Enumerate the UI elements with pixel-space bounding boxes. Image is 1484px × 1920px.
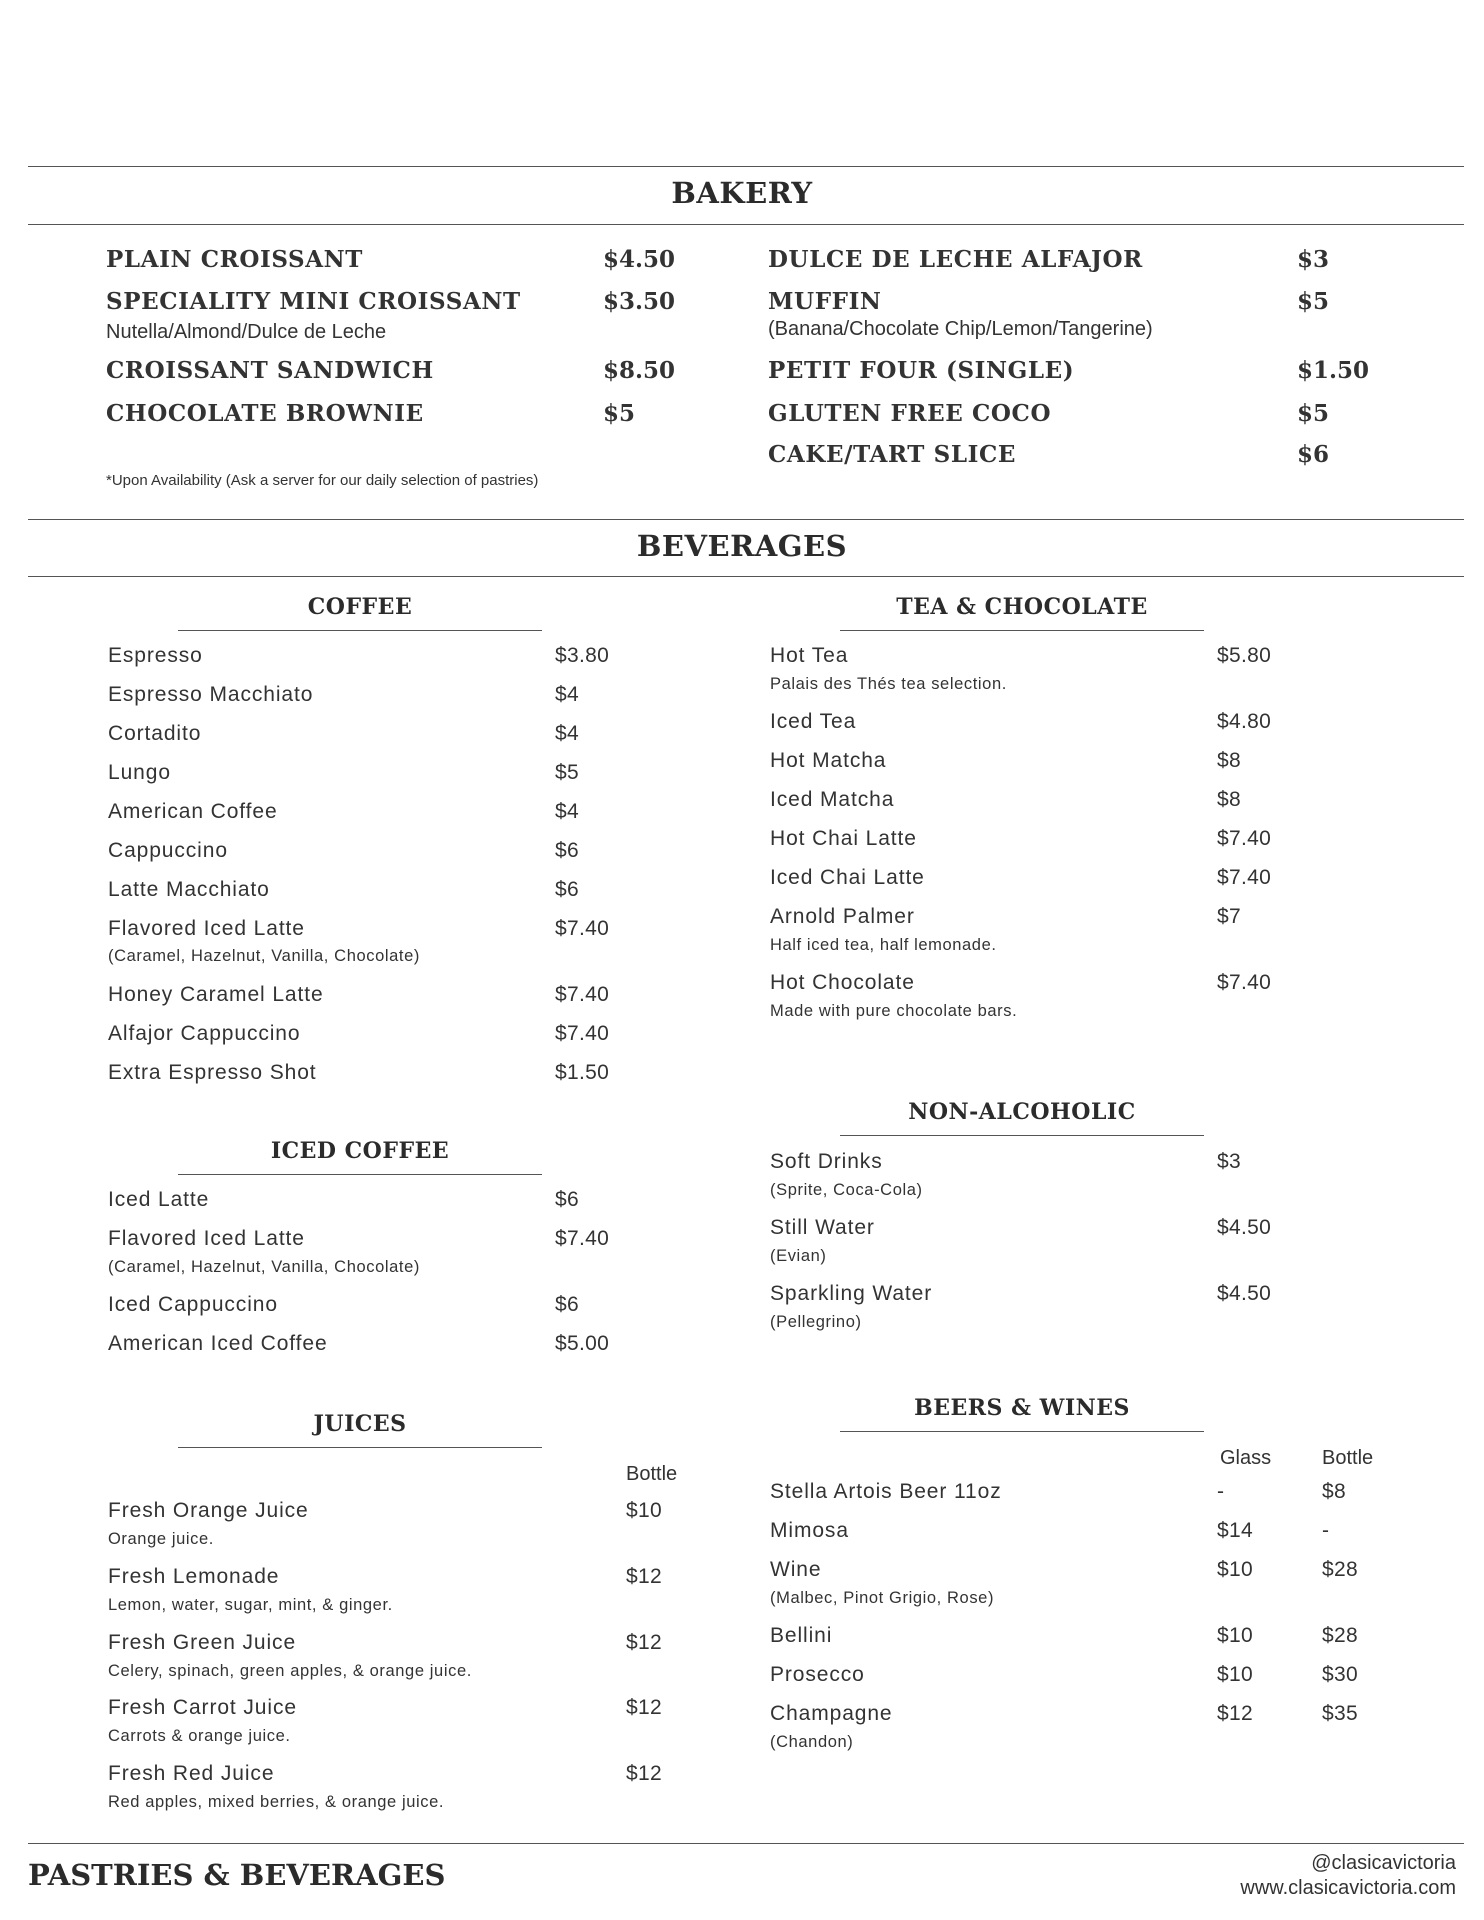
menu-item-price: $12: [626, 1696, 662, 1719]
menu-item-desc: Half iced tea, half lemonade.: [770, 936, 997, 954]
glass-price: $10: [1217, 1624, 1253, 1647]
glass-price: -: [1217, 1480, 1225, 1503]
beers-wines-title: BEERS & WINES: [914, 1395, 1130, 1421]
menu-item-name: Hot Tea: [770, 644, 849, 667]
menu-item-desc: (Sprite, Coca-Cola): [770, 1181, 923, 1199]
bakery-note: *Upon Availability (Ask a server for our daily selection of pastries): [106, 472, 539, 489]
menu-item-desc: (Chandon): [770, 1733, 854, 1751]
menu-item-price: $6: [555, 1293, 579, 1316]
menu-item-price: $7.40: [1217, 827, 1272, 850]
menu-item-desc: Palais des Thés tea selection.: [770, 675, 1007, 693]
menu-item-price: $12: [626, 1565, 662, 1588]
bakery-item-price: $6: [1297, 441, 1330, 468]
glass-price: $14: [1217, 1519, 1253, 1542]
menu-item-name: Bellini: [770, 1624, 833, 1647]
menu-item-price: $5.00: [555, 1332, 610, 1355]
juices-title: JUICES: [313, 1411, 407, 1437]
menu-item-name: Fresh Orange Juice: [108, 1499, 309, 1522]
menu-item-desc: Lemon, water, sugar, mint, & ginger.: [108, 1596, 393, 1614]
bottle-price: $8: [1322, 1480, 1346, 1503]
tea-chocolate-title: TEA & CHOCOLATE: [896, 594, 1148, 620]
menu-item-desc: Carrots & orange juice.: [108, 1727, 291, 1745]
menu-item-price: $7.40: [555, 983, 610, 1006]
menu-item-price: $4.80: [1217, 710, 1272, 733]
menu-item-price: $7.40: [1217, 866, 1272, 889]
bakery-item-price: $3: [1297, 246, 1330, 273]
menu-item-name: Iced Chai Latte: [770, 866, 925, 889]
menu-item-desc: (Caramel, Hazelnut, Vanilla, Chocolate): [108, 947, 420, 965]
menu-item-name: Cortadito: [108, 722, 202, 745]
menu-item-name: Flavored Iced Latte: [108, 1227, 305, 1250]
menu-item-name: Iced Latte: [108, 1188, 210, 1211]
non-alcoholic-title-rule: [840, 1135, 1204, 1136]
menu-item-price: $3: [1217, 1150, 1241, 1173]
menu-item-name: Iced Tea: [770, 710, 857, 733]
menu-item-price: $12: [626, 1631, 662, 1654]
menu-item-name: Sparkling Water: [770, 1282, 933, 1305]
menu-item-price: $4.50: [1217, 1282, 1272, 1305]
menu-item-price: $10: [626, 1499, 662, 1522]
bakery-item-price: $5: [1297, 400, 1330, 427]
menu-item-desc: Made with pure chocolate bars.: [770, 1002, 1018, 1020]
menu-item-name: Flavored Iced Latte: [108, 917, 305, 940]
menu-item-price: $7.40: [1217, 971, 1272, 994]
beverages-title: BEVERAGES: [636, 529, 848, 563]
beverages-top-rule: [28, 519, 1464, 520]
beers-wines-title-rule: [840, 1431, 1204, 1432]
bakery-title-rule: [28, 224, 1464, 225]
menu-item-name: Lungo: [108, 761, 171, 784]
menu-item-name: Fresh Lemonade: [108, 1565, 280, 1588]
menu-item-name: Latte Macchiato: [108, 878, 270, 901]
menu-item-name: Fresh Red Juice: [108, 1762, 275, 1785]
glass-header: Glass: [1220, 1447, 1272, 1469]
bottle-header: Bottle: [1322, 1447, 1374, 1469]
glass-price: $10: [1217, 1663, 1253, 1686]
bakery-item-price: $1.50: [1297, 357, 1370, 384]
iced-coffee-title-rule: [178, 1174, 542, 1175]
menu-item-price: $7: [1217, 905, 1241, 928]
bakery-item-desc: (Banana/Chocolate Chip/Lemon/Tangerine): [768, 318, 1153, 340]
menu-item-name: Extra Espresso Shot: [108, 1061, 317, 1084]
bottle-price: $30: [1322, 1663, 1358, 1686]
menu-item-price: $1.50: [555, 1061, 610, 1084]
menu-item-name: Hot Chai Latte: [770, 827, 917, 850]
non-alcoholic-title: NON-ALCOHOLIC: [908, 1099, 1136, 1125]
menu-item-price: $7.40: [555, 1022, 610, 1045]
menu-item-desc: Red apples, mixed berries, & orange juice.: [108, 1793, 445, 1811]
menu-item-price: $4: [555, 800, 579, 823]
coffee-title-rule: [178, 630, 542, 631]
menu-item-name: Hot Matcha: [770, 749, 887, 772]
menu-item-name: Hot Chocolate: [770, 971, 915, 994]
bakery-item-price: $8.50: [603, 357, 676, 384]
menu-item-price: $4: [555, 722, 579, 745]
menu-item-name: Mimosa: [770, 1519, 849, 1542]
menu-item-name: Arnold Palmer: [770, 905, 915, 928]
bakery-item-name: CAKE/TART SLICE: [768, 441, 1016, 468]
beverages-title-rule: [28, 576, 1464, 577]
menu-item-price: $6: [555, 878, 579, 901]
menu-item-price: $8: [1217, 749, 1241, 772]
bottle-price: $28: [1322, 1558, 1358, 1581]
menu-item-name: American Coffee: [108, 800, 278, 823]
menu-item-name: Espresso Macchiato: [108, 683, 314, 706]
menu-item-name: Fresh Green Juice: [108, 1631, 297, 1654]
bakery-item-desc: Nutella/Almond/Dulce de Leche: [106, 321, 387, 343]
menu-item-desc: (Evian): [770, 1247, 827, 1265]
menu-item-name: Prosecco: [770, 1663, 865, 1686]
menu-item-price: $7.40: [555, 917, 610, 940]
menu-item-name: Iced Cappuccino: [108, 1293, 278, 1316]
menu-item-name: Stella Artois Beer 11oz: [770, 1480, 1002, 1503]
menu-item-name: Still Water: [770, 1216, 875, 1239]
glass-price: $10: [1217, 1558, 1253, 1581]
bakery-item-name: CROISSANT SANDWICH: [106, 357, 434, 384]
bottle-price: $35: [1322, 1702, 1358, 1725]
footer-handle[interactable]: @clasicavictoria: [1311, 1852, 1456, 1874]
menu-item-desc: Orange juice.: [108, 1530, 214, 1548]
footer-rule: [28, 1843, 1464, 1844]
menu-item-price: $3.80: [555, 644, 610, 667]
menu-item-name: Soft Drinks: [770, 1150, 883, 1173]
bakery-title: BAKERY: [671, 176, 813, 210]
bottle-price: $28: [1322, 1624, 1358, 1647]
menu-item-name: Wine: [770, 1558, 822, 1581]
menu-item-price: $12: [626, 1762, 662, 1785]
menu-item-name: Honey Caramel Latte: [108, 983, 324, 1006]
menu-item-name: Iced Matcha: [770, 788, 895, 811]
juices-bottle-header: Bottle: [626, 1463, 678, 1485]
glass-price: $12: [1217, 1702, 1253, 1725]
bakery-item-name: GLUTEN FREE COCO: [768, 400, 1052, 427]
menu-item-name: Cappuccino: [108, 839, 228, 862]
bakery-item-price: $4.50: [603, 246, 676, 273]
bottle-price: -: [1322, 1519, 1330, 1542]
bakery-item-price: $3.50: [603, 288, 676, 315]
menu-item-price: $7.40: [555, 1227, 610, 1250]
menu-item-price: $8: [1217, 788, 1241, 811]
menu-item-price: $5.80: [1217, 644, 1272, 667]
tea-chocolate-title-rule: [840, 630, 1204, 631]
menu-item-name: Fresh Carrot Juice: [108, 1696, 297, 1719]
menu-item-price: $6: [555, 1188, 579, 1211]
bakery-item-name: DULCE DE LECHE ALFAJOR: [768, 246, 1143, 273]
bakery-item-name: CHOCOLATE BROWNIE: [106, 400, 424, 427]
coffee-title: COFFEE: [307, 594, 413, 620]
menu-item-desc: (Caramel, Hazelnut, Vanilla, Chocolate): [108, 1258, 420, 1276]
menu-item-name: Champagne: [770, 1702, 893, 1725]
footer-website[interactable]: www.clasicavictoria.com: [1240, 1877, 1456, 1899]
bakery-item-name: PETIT FOUR (SINGLE): [768, 357, 1075, 384]
menu-item-price: $5: [555, 761, 579, 784]
bakery-item-name: SPECIALITY MINI CROISSANT: [106, 288, 521, 315]
bakery-item-name: MUFFIN: [768, 288, 882, 315]
bakery-item-price: $5: [1297, 288, 1330, 315]
juices-title-rule: [178, 1447, 542, 1448]
bakery-item-price: $5: [603, 400, 636, 427]
menu-item-desc: (Pellegrino): [770, 1313, 862, 1331]
top-rule: [28, 166, 1464, 167]
menu-item-price: $4.50: [1217, 1216, 1272, 1239]
menu-item-name: American Iced Coffee: [108, 1332, 328, 1355]
bakery-item-name: PLAIN CROISSANT: [106, 246, 364, 273]
footer-title: PASTRIES & BEVERAGES: [28, 1858, 446, 1892]
menu-item-name: Alfajor Cappuccino: [108, 1022, 301, 1045]
menu-item-desc: Celery, spinach, green apples, & orange juice.: [108, 1662, 472, 1680]
menu-item-desc: (Malbec, Pinot Grigio, Rose): [770, 1589, 995, 1607]
iced-coffee-title: ICED COFFEE: [270, 1138, 450, 1164]
menu-item-price: $4: [555, 683, 579, 706]
menu-item-name: Espresso: [108, 644, 203, 667]
menu-item-price: $6: [555, 839, 579, 862]
